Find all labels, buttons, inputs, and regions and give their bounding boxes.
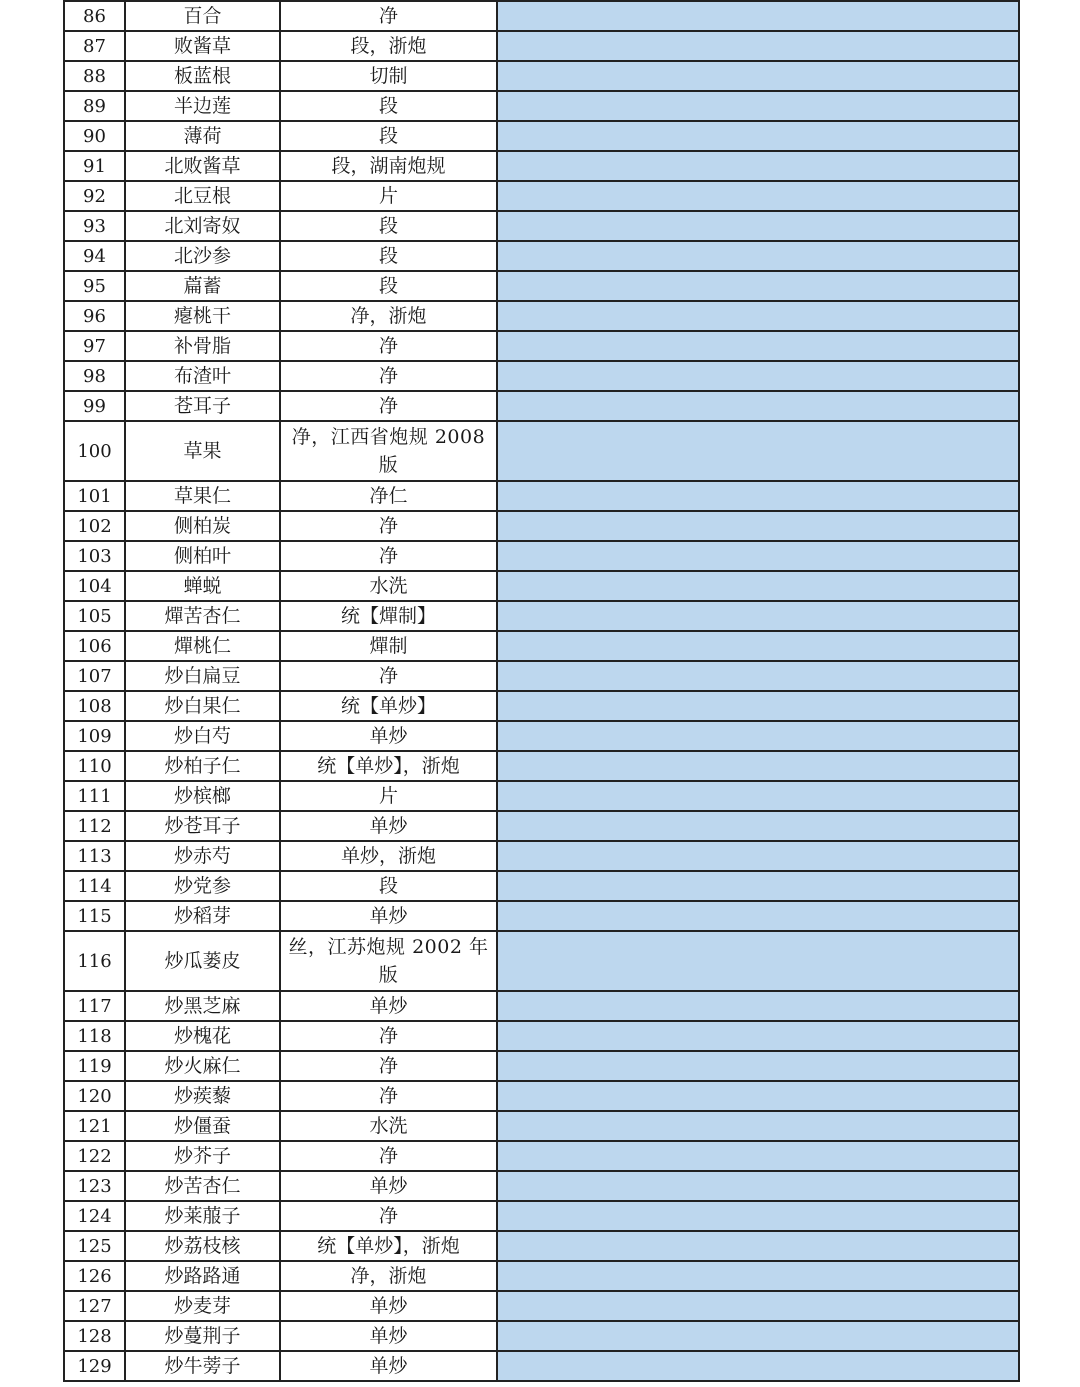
herb-name: 北败酱草 (125, 151, 280, 181)
highlight-cell (497, 1021, 1019, 1051)
herb-name: 苍耳子 (125, 391, 280, 421)
row-number: 88 (64, 61, 125, 91)
highlight-cell (497, 1141, 1019, 1171)
highlight-cell (497, 1231, 1019, 1261)
highlight-cell (497, 511, 1019, 541)
table-row (64, 811, 1019, 841)
herb-name: 萹蓄 (125, 271, 280, 301)
highlight-cell (497, 211, 1019, 241)
table-row (64, 1111, 1019, 1141)
processing-method: 净 (280, 391, 497, 421)
table-row (64, 691, 1019, 721)
herb-processing-table (63, 0, 1020, 1382)
table-row (64, 571, 1019, 601)
row-number: 102 (64, 511, 125, 541)
highlight-cell (497, 751, 1019, 781)
table-row (64, 511, 1019, 541)
table-row (64, 1171, 1019, 1201)
row-number: 112 (64, 811, 125, 841)
herb-name: 炒僵蚕 (125, 1111, 280, 1141)
processing-method: 段，浙炮 (280, 31, 497, 61)
processing-method: 丝，江苏炮规 2002 年版 (280, 931, 497, 991)
processing-method: 段 (280, 871, 497, 901)
table-row (64, 631, 1019, 661)
processing-method: 净 (280, 511, 497, 541)
highlight-cell (497, 1051, 1019, 1081)
table-row (64, 1201, 1019, 1231)
highlight-cell (497, 1171, 1019, 1201)
processing-method: 水洗 (280, 1111, 497, 1141)
row-number: 122 (64, 1141, 125, 1171)
herb-name: 蝉蜕 (125, 571, 280, 601)
row-number: 126 (64, 1261, 125, 1291)
herb-name: 薄荷 (125, 121, 280, 151)
highlight-cell (497, 991, 1019, 1021)
processing-method: 净，浙炮 (280, 301, 497, 331)
table-row (64, 1291, 1019, 1321)
processing-method: 净仁 (280, 481, 497, 511)
table-row (64, 661, 1019, 691)
herb-name: 败酱草 (125, 31, 280, 61)
processing-method: 净 (280, 1021, 497, 1051)
herb-name: 炒芥子 (125, 1141, 280, 1171)
processing-method: 统【单炒】，浙炮 (280, 1231, 497, 1261)
row-number: 110 (64, 751, 125, 781)
row-number: 90 (64, 121, 125, 151)
herb-name: 炒莱菔子 (125, 1201, 280, 1231)
highlight-cell (497, 601, 1019, 631)
processing-method: 段 (280, 211, 497, 241)
highlight-cell (497, 571, 1019, 601)
highlight-cell (497, 271, 1019, 301)
row-number: 87 (64, 31, 125, 61)
table-row (64, 1231, 1019, 1261)
herb-name: 布渣叶 (125, 361, 280, 391)
table-row (64, 1321, 1019, 1351)
herb-name: 板蓝根 (125, 61, 280, 91)
herb-name: 燀苦杏仁 (125, 601, 280, 631)
highlight-cell (497, 241, 1019, 271)
table-row (64, 271, 1019, 301)
processing-method: 单炒 (280, 1351, 497, 1381)
processing-method: 统【单炒】，浙炮 (280, 751, 497, 781)
herb-name: 炒荔枝核 (125, 1231, 280, 1261)
table-row (64, 1, 1019, 31)
table-row (64, 331, 1019, 361)
table-row (64, 1261, 1019, 1291)
row-number: 107 (64, 661, 125, 691)
herb-name: 炒路路通 (125, 1261, 280, 1291)
highlight-cell (497, 1351, 1019, 1381)
highlight-cell (497, 91, 1019, 121)
processing-method: 燀制 (280, 631, 497, 661)
herb-name: 草果 (125, 421, 280, 481)
table-row (64, 781, 1019, 811)
row-number: 124 (64, 1201, 125, 1231)
herb-name: 半边莲 (125, 91, 280, 121)
processing-method: 净 (280, 1051, 497, 1081)
table-row (64, 1051, 1019, 1081)
herb-name: 炒瓜蒌皮 (125, 931, 280, 991)
processing-method: 净 (280, 1141, 497, 1171)
row-number: 96 (64, 301, 125, 331)
herb-name: 炒白扁豆 (125, 661, 280, 691)
row-number: 98 (64, 361, 125, 391)
table-row (64, 391, 1019, 421)
row-number: 117 (64, 991, 125, 1021)
highlight-cell (497, 121, 1019, 151)
table-body (64, 1, 1019, 1381)
row-number: 95 (64, 271, 125, 301)
table-row (64, 151, 1019, 181)
herb-name: 炒槟榔 (125, 781, 280, 811)
processing-method: 段，湖南炮规 (280, 151, 497, 181)
row-number: 119 (64, 1051, 125, 1081)
highlight-cell (497, 1261, 1019, 1291)
row-number: 99 (64, 391, 125, 421)
row-number: 116 (64, 931, 125, 991)
herb-name: 补骨脂 (125, 331, 280, 361)
processing-method: 段 (280, 91, 497, 121)
table-row (64, 991, 1019, 1021)
herb-name: 炒槐花 (125, 1021, 280, 1051)
row-number: 127 (64, 1291, 125, 1321)
highlight-cell (497, 781, 1019, 811)
row-number: 103 (64, 541, 125, 571)
highlight-cell (497, 1321, 1019, 1351)
table-row (64, 931, 1019, 991)
herb-name: 燀桃仁 (125, 631, 280, 661)
highlight-cell (497, 901, 1019, 931)
table-row (64, 871, 1019, 901)
highlight-cell (497, 541, 1019, 571)
processing-method: 净，浙炮 (280, 1261, 497, 1291)
highlight-cell (497, 1291, 1019, 1321)
processing-method: 段 (280, 271, 497, 301)
row-number: 125 (64, 1231, 125, 1261)
processing-method: 段 (280, 121, 497, 151)
row-number: 104 (64, 571, 125, 601)
herb-name: 炒牛蒡子 (125, 1351, 280, 1381)
processing-method: 净，江西省炮规 2008 版 (280, 421, 497, 481)
table-row (64, 211, 1019, 241)
processing-method: 净 (280, 1201, 497, 1231)
row-number: 106 (64, 631, 125, 661)
processing-method: 净 (280, 331, 497, 361)
row-number: 105 (64, 601, 125, 631)
row-number: 91 (64, 151, 125, 181)
row-number: 111 (64, 781, 125, 811)
processing-method: 净 (280, 361, 497, 391)
table-row (64, 1021, 1019, 1051)
table-row (64, 601, 1019, 631)
processing-method: 片 (280, 181, 497, 211)
row-number: 118 (64, 1021, 125, 1051)
highlight-cell (497, 691, 1019, 721)
table-row (64, 241, 1019, 271)
table-row (64, 1351, 1019, 1381)
herb-name: 侧柏叶 (125, 541, 280, 571)
table-row (64, 1141, 1019, 1171)
row-number: 129 (64, 1351, 125, 1381)
herb-name: 炒赤芍 (125, 841, 280, 871)
highlight-cell (497, 1081, 1019, 1111)
row-number: 93 (64, 211, 125, 241)
row-number: 109 (64, 721, 125, 751)
highlight-cell (497, 721, 1019, 751)
herb-name: 草果仁 (125, 481, 280, 511)
herb-name: 炒白果仁 (125, 691, 280, 721)
processing-method: 水洗 (280, 571, 497, 601)
highlight-cell (497, 661, 1019, 691)
processing-method: 单炒 (280, 1291, 497, 1321)
highlight-cell (497, 1111, 1019, 1141)
processing-method: 单炒 (280, 1171, 497, 1201)
table-row (64, 301, 1019, 331)
processing-method: 切制 (280, 61, 497, 91)
row-number: 114 (64, 871, 125, 901)
processing-method: 段 (280, 241, 497, 271)
row-number: 101 (64, 481, 125, 511)
processing-method: 片 (280, 781, 497, 811)
row-number: 100 (64, 421, 125, 481)
row-number: 97 (64, 331, 125, 361)
herb-name: 侧柏炭 (125, 511, 280, 541)
processing-method: 净 (280, 541, 497, 571)
table-row (64, 541, 1019, 571)
processing-method: 净 (280, 661, 497, 691)
herb-name: 北沙参 (125, 241, 280, 271)
highlight-cell (497, 181, 1019, 211)
herb-name: 百合 (125, 1, 280, 31)
highlight-cell (497, 1201, 1019, 1231)
highlight-cell (497, 301, 1019, 331)
row-number: 94 (64, 241, 125, 271)
highlight-cell (497, 811, 1019, 841)
table-row (64, 841, 1019, 871)
processing-method: 单炒 (280, 901, 497, 931)
table-row (64, 1081, 1019, 1111)
highlight-cell (497, 61, 1019, 91)
row-number: 121 (64, 1111, 125, 1141)
herb-name: 炒黑芝麻 (125, 991, 280, 1021)
highlight-cell (497, 151, 1019, 181)
highlight-cell (497, 631, 1019, 661)
table-row (64, 61, 1019, 91)
row-number: 115 (64, 901, 125, 931)
herb-name: 瘪桃干 (125, 301, 280, 331)
table-row (64, 421, 1019, 481)
row-number: 108 (64, 691, 125, 721)
table-row (64, 901, 1019, 931)
herb-name: 炒蔓荆子 (125, 1321, 280, 1351)
table-row (64, 121, 1019, 151)
processing-method: 统【单炒】 (280, 691, 497, 721)
herb-name: 炒火麻仁 (125, 1051, 280, 1081)
highlight-cell (497, 31, 1019, 61)
highlight-cell (497, 1, 1019, 31)
highlight-cell (497, 361, 1019, 391)
processing-method: 净 (280, 1, 497, 31)
table-row (64, 751, 1019, 781)
row-number: 86 (64, 1, 125, 31)
processing-method: 单炒 (280, 1321, 497, 1351)
highlight-cell (497, 841, 1019, 871)
highlight-cell (497, 481, 1019, 511)
highlight-cell (497, 331, 1019, 361)
herb-name: 炒苍耳子 (125, 811, 280, 841)
table-row (64, 481, 1019, 511)
herb-name: 炒麦芽 (125, 1291, 280, 1321)
processing-method: 单炒，浙炮 (280, 841, 497, 871)
highlight-cell (497, 391, 1019, 421)
processing-method: 单炒 (280, 991, 497, 1021)
table-row (64, 181, 1019, 211)
table-row (64, 91, 1019, 121)
highlight-cell (497, 871, 1019, 901)
row-number: 128 (64, 1321, 125, 1351)
processing-method: 净 (280, 1081, 497, 1111)
herb-name: 炒蒺藜 (125, 1081, 280, 1111)
row-number: 120 (64, 1081, 125, 1111)
processing-method: 单炒 (280, 721, 497, 751)
herb-name: 北豆根 (125, 181, 280, 211)
table-row (64, 31, 1019, 61)
row-number: 89 (64, 91, 125, 121)
row-number: 92 (64, 181, 125, 211)
table-row (64, 721, 1019, 751)
herb-name: 北刘寄奴 (125, 211, 280, 241)
highlight-cell (497, 931, 1019, 991)
herb-name: 炒党参 (125, 871, 280, 901)
highlight-cell (497, 421, 1019, 481)
herb-name: 炒白芍 (125, 721, 280, 751)
row-number: 123 (64, 1171, 125, 1201)
herb-name: 炒稻芽 (125, 901, 280, 931)
herb-name: 炒柏子仁 (125, 751, 280, 781)
herb-name: 炒苦杏仁 (125, 1171, 280, 1201)
processing-method: 统【燀制】 (280, 601, 497, 631)
row-number: 113 (64, 841, 125, 871)
table-row (64, 361, 1019, 391)
processing-method: 单炒 (280, 811, 497, 841)
